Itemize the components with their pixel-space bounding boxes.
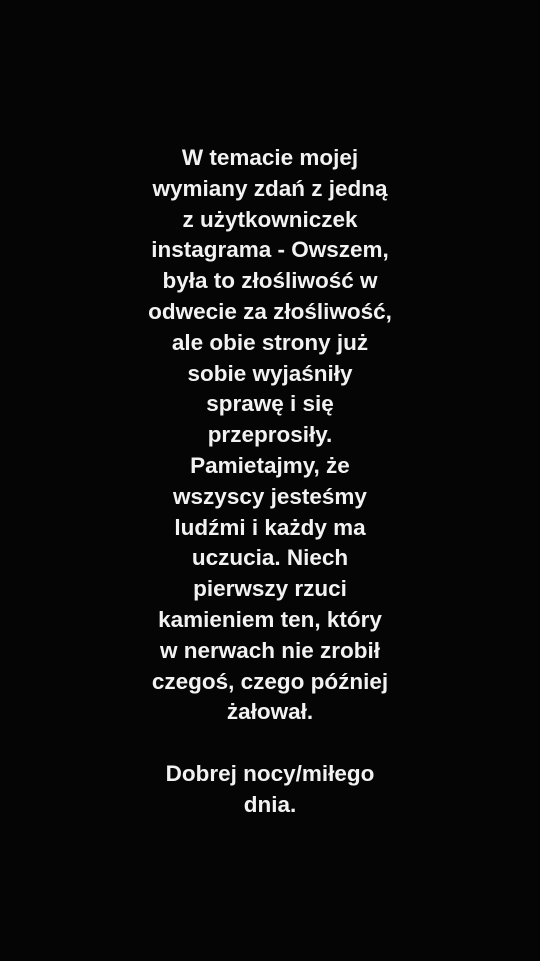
story-line: sobie wyjaśniły xyxy=(187,360,353,386)
story-line: ale obie strony już xyxy=(171,329,369,355)
story-text xyxy=(0,143,540,821)
story-line: żałował. xyxy=(226,699,314,725)
story-line: wymiany zdań z jedną xyxy=(152,175,388,201)
story-line: wszyscy jesteśmy xyxy=(173,483,367,509)
story-line: sprawę i się xyxy=(206,391,334,417)
paragraph-spacer xyxy=(0,728,540,759)
story-line: w nerwach nie zrobił xyxy=(159,637,381,663)
story-line: była to złośliwość w xyxy=(162,268,378,294)
story-line: odwecie za złośliwość, xyxy=(148,298,392,324)
story-line: uczucia. Niech xyxy=(191,545,349,571)
story-line: instagrama - Owszem, xyxy=(151,237,389,263)
story-line: czegoś, czego później xyxy=(151,668,389,694)
story-line: pierwszy rzuci xyxy=(193,576,347,602)
story-line: Dobrej nocy/miłego xyxy=(165,760,375,786)
story-line: W temacie mojej xyxy=(181,145,359,170)
story-line: przeprosiły. xyxy=(207,422,333,448)
story-line: ludźmi i każdy ma xyxy=(174,514,366,540)
story-line: Pamietajmy, że xyxy=(190,452,350,478)
story-line: dnia. xyxy=(243,791,297,817)
story-line: kamieniem ten, który xyxy=(158,606,382,632)
story-line: z użytkowniczek xyxy=(182,206,358,232)
